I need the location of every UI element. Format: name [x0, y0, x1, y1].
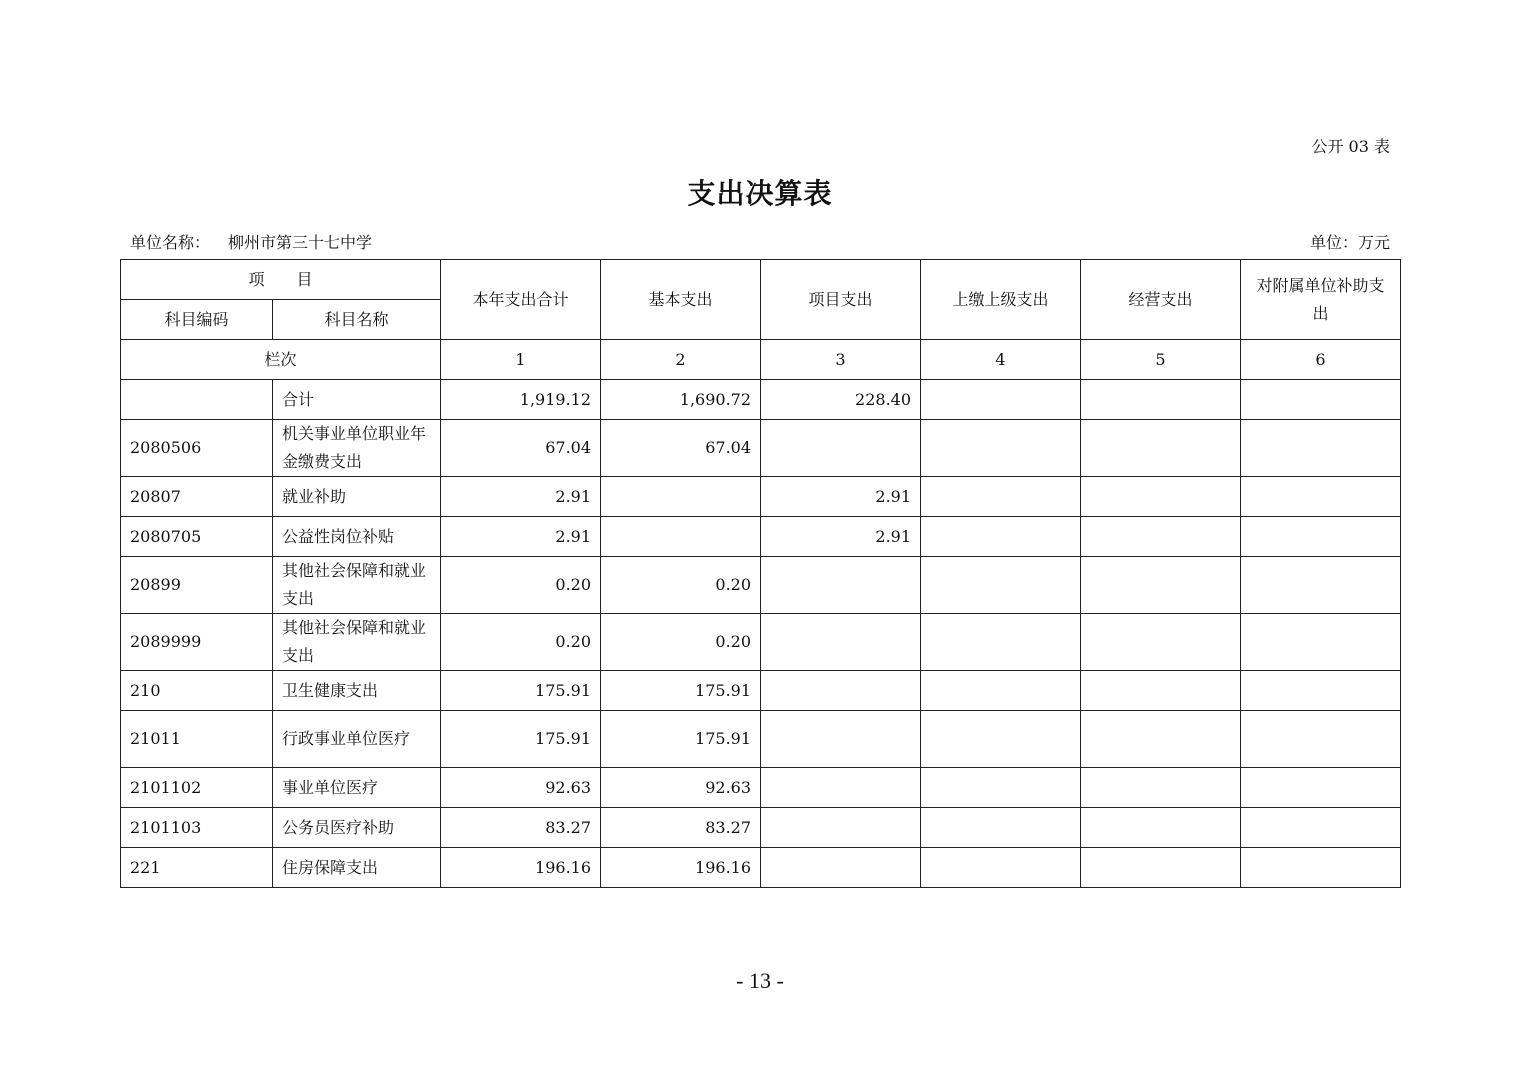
- header-subsidy: 对附属单位补助支出: [1241, 260, 1401, 340]
- cell-basic: 0.20: [601, 557, 761, 614]
- cell-upper: [921, 711, 1081, 768]
- cell-total: 196.16: [441, 848, 601, 888]
- unit-name-label: 单位名称：: [130, 233, 211, 252]
- cell-code: 20807: [121, 477, 273, 517]
- cell-upper: [921, 614, 1081, 671]
- column-index: 2: [601, 340, 761, 380]
- cell-total: 0.20: [441, 557, 601, 614]
- cell-subsidy: [1241, 808, 1401, 848]
- column-index: 1: [441, 340, 601, 380]
- unit-name-value: 柳州市第三十七中学: [228, 233, 373, 252]
- cell-name: 卫生健康支出: [273, 671, 441, 711]
- cell-code: 21011: [121, 711, 273, 768]
- header-project: 项目支出: [761, 260, 921, 340]
- cell-upper: [921, 848, 1081, 888]
- cell-name: 公务员医疗补助: [273, 808, 441, 848]
- table-row: [121, 848, 1401, 888]
- cell-name: 行政事业单位医疗: [273, 711, 441, 768]
- cell-total: 92.63: [441, 768, 601, 808]
- header-name: 科目名称: [273, 300, 441, 340]
- cell-total: 67.04: [441, 420, 601, 477]
- cell-business: [1081, 380, 1241, 420]
- cell-basic: 196.16: [601, 848, 761, 888]
- cell-business: [1081, 477, 1241, 517]
- cell-subsidy: [1241, 848, 1401, 888]
- cell-business: [1081, 614, 1241, 671]
- header-code: 科目编码: [121, 300, 273, 340]
- cell-basic: 0.20: [601, 614, 761, 671]
- cell-name: 机关事业单位职业年金缴费支出: [273, 420, 441, 477]
- table-row: [121, 614, 1401, 671]
- cell-subsidy: [1241, 768, 1401, 808]
- cell-code: 2080506: [121, 420, 273, 477]
- header-basic: 基本支出: [601, 260, 761, 340]
- cell-business: [1081, 711, 1241, 768]
- cell-project: [761, 848, 921, 888]
- cell-upper: [921, 477, 1081, 517]
- cell-name: 其他社会保障和就业支出: [273, 614, 441, 671]
- cell-total: 0.20: [441, 614, 601, 671]
- column-index: 5: [1081, 340, 1241, 380]
- cell-subsidy: [1241, 420, 1401, 477]
- cell-code: 20899: [121, 557, 273, 614]
- table-row: [121, 808, 1401, 848]
- cell-business: [1081, 848, 1241, 888]
- cell-code: 2080705: [121, 517, 273, 557]
- table-row: [121, 380, 1401, 420]
- cell-code: 210: [121, 671, 273, 711]
- cell-name: 住房保障支出: [273, 848, 441, 888]
- cell-upper: [921, 420, 1081, 477]
- cell-project: [761, 420, 921, 477]
- currency-unit: 单位：万元: [1309, 233, 1390, 252]
- cell-project: [761, 671, 921, 711]
- column-index-label: 栏次: [121, 340, 441, 380]
- cell-name: 就业补助: [273, 477, 441, 517]
- cell-project: 2.91: [761, 477, 921, 517]
- cell-basic: [601, 517, 761, 557]
- cell-name: 事业单位医疗: [273, 768, 441, 808]
- cell-business: [1081, 517, 1241, 557]
- header-item: 项 目: [121, 260, 441, 300]
- cell-upper: [921, 557, 1081, 614]
- cell-subsidy: [1241, 711, 1401, 768]
- table-row: [121, 671, 1401, 711]
- cell-upper: [921, 671, 1081, 711]
- header-business: 经营支出: [1081, 260, 1241, 340]
- cell-project: [761, 557, 921, 614]
- cell-code: [121, 380, 273, 420]
- cell-name: 其他社会保障和就业支出: [273, 557, 441, 614]
- cell-subsidy: [1241, 557, 1401, 614]
- cell-code: 221: [121, 848, 273, 888]
- cell-basic: 92.63: [601, 768, 761, 808]
- header-total: 本年支出合计: [441, 260, 601, 340]
- cell-subsidy: [1241, 517, 1401, 557]
- cell-total: 2.91: [441, 477, 601, 517]
- cell-upper: [921, 517, 1081, 557]
- cell-basic: 175.91: [601, 711, 761, 768]
- column-index: 4: [921, 340, 1081, 380]
- cell-business: [1081, 768, 1241, 808]
- cell-business: [1081, 420, 1241, 477]
- cell-total: 175.91: [441, 711, 601, 768]
- cell-total: 2.91: [441, 517, 601, 557]
- cell-subsidy: [1241, 614, 1401, 671]
- cell-code: 2089999: [121, 614, 273, 671]
- cell-name: 公益性岗位补贴: [273, 517, 441, 557]
- cell-total: 1,919.12: [441, 380, 601, 420]
- page-title: 支出决算表: [687, 177, 833, 210]
- column-index: 3: [761, 340, 921, 380]
- cell-code: 2101102: [121, 768, 273, 808]
- cell-project: [761, 614, 921, 671]
- cell-basic: [601, 477, 761, 517]
- table-row: [121, 517, 1401, 557]
- cell-upper: [921, 808, 1081, 848]
- cell-basic: 67.04: [601, 420, 761, 477]
- cell-business: [1081, 808, 1241, 848]
- header-upper: 上缴上级支出: [921, 260, 1081, 340]
- cell-total: 175.91: [441, 671, 601, 711]
- page-number: - 13 -: [736, 968, 784, 993]
- cell-name: 合计: [273, 380, 441, 420]
- cell-project: [761, 768, 921, 808]
- cell-project: 228.40: [761, 380, 921, 420]
- cell-basic: 1,690.72: [601, 380, 761, 420]
- cell-upper: [921, 380, 1081, 420]
- table-row: [121, 420, 1401, 477]
- cell-business: [1081, 557, 1241, 614]
- cell-subsidy: [1241, 671, 1401, 711]
- cell-subsidy: [1241, 477, 1401, 517]
- cell-subsidy: [1241, 380, 1401, 420]
- column-index: 6: [1241, 340, 1401, 380]
- cell-project: 2.91: [761, 517, 921, 557]
- table-row: [121, 477, 1401, 517]
- form-number: 公开 03 表: [1311, 137, 1390, 156]
- table-row: [121, 711, 1401, 768]
- table-row: [121, 768, 1401, 808]
- cell-project: [761, 711, 921, 768]
- cell-upper: [921, 768, 1081, 808]
- table-row: [121, 557, 1401, 614]
- expenditure-table: [120, 259, 1401, 888]
- cell-basic: 83.27: [601, 808, 761, 848]
- unit-name: [130, 230, 372, 253]
- cell-code: 2101103: [121, 808, 273, 848]
- cell-basic: 175.91: [601, 671, 761, 711]
- cell-total: 83.27: [441, 808, 601, 848]
- cell-project: [761, 808, 921, 848]
- cell-business: [1081, 671, 1241, 711]
